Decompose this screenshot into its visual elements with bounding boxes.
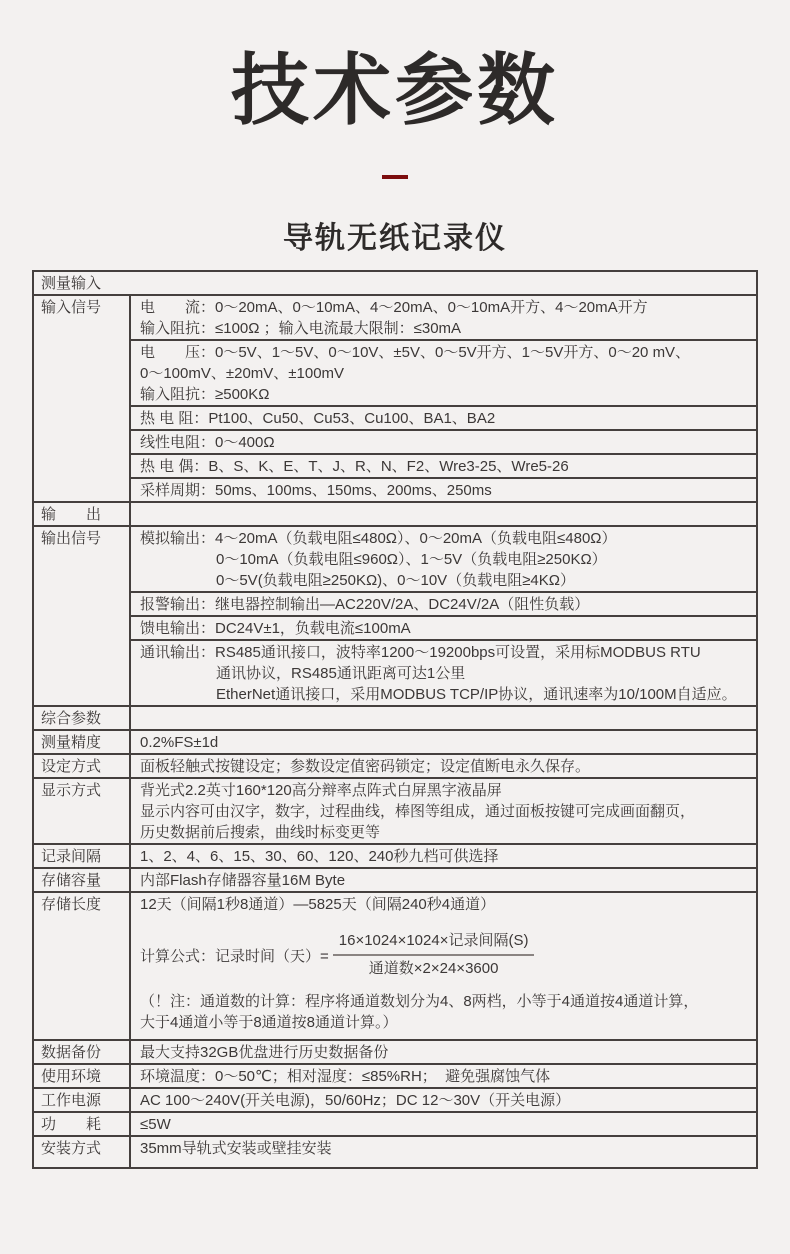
row-output-signal xyxy=(34,525,756,705)
row-output-header xyxy=(34,501,756,525)
row-label: 工作电源 xyxy=(34,1089,131,1111)
row-storage-length xyxy=(34,891,756,1039)
section-header-label: 综合参数 xyxy=(34,707,131,729)
spec-line: 输入阻抗：≥500KΩ xyxy=(140,386,270,403)
row-backup xyxy=(34,1039,756,1063)
row-storage-capacity xyxy=(34,867,756,891)
section-header-label: 测量输入 xyxy=(41,275,102,292)
row-accuracy xyxy=(34,729,756,753)
subrow-current xyxy=(131,296,756,339)
row-record-interval xyxy=(34,843,756,867)
row-consumption xyxy=(34,1111,756,1135)
row-input-signal xyxy=(34,294,756,501)
spec-line: 35mm导轨式安装或壁挂安装 xyxy=(140,1140,332,1157)
spec-line: 0～5V(负载电阻≥250KΩ)、0～10V（负载电阻≥4KΩ） xyxy=(216,572,575,589)
spec-line: 背光式2.2英寸160*120高分辩率点阵式白屏黑字液晶屏 xyxy=(140,782,502,799)
spec-line: 通讯输出：RS485通讯接口，波特率1200～19200bps可设置，采用标MODBUS RTU xyxy=(140,644,701,661)
page-header xyxy=(0,46,790,257)
row-label: 测量精度 xyxy=(34,731,131,753)
spec-line: 0～100mV、±20mV、±100mV xyxy=(140,365,345,382)
formula-fraction xyxy=(333,931,535,979)
storage-note xyxy=(131,991,756,1033)
subrow-thermocouple xyxy=(131,453,756,477)
spec-line: 历史数据前后搜索，曲线时标变更等 xyxy=(140,824,381,841)
spec-line: 最大支持32GB优盘进行历史数据备份 xyxy=(140,1044,389,1061)
spec-line: 0～10mA（负载电阻≤960Ω）、1～5V（负载电阻≥250KΩ） xyxy=(216,551,607,568)
row-label: 记录间隔 xyxy=(34,845,131,867)
spec-line: 热 电 阻：Pt100、Cu50、Cu53、Cu100、BA1、BA2 xyxy=(140,410,496,427)
row-label: 功 耗 xyxy=(34,1113,131,1135)
subrow-voltage xyxy=(131,339,756,405)
row-environment xyxy=(34,1063,756,1087)
row-label: 数据备份 xyxy=(34,1041,131,1063)
storage-formula xyxy=(131,931,756,979)
section-header-label: 输 出 xyxy=(34,503,131,525)
spec-line: 1、2、4、6、15、30、60、120、240秒九档可供选择 xyxy=(140,848,499,865)
row-setting xyxy=(34,753,756,777)
subrow-feed-output xyxy=(131,615,756,639)
subrow-comm-output xyxy=(131,639,756,705)
spec-line: 馈电输出：DC24V±1，负载电流≤100mA xyxy=(140,620,411,637)
spec-line: 输入阻抗：≤100Ω ；输入电流最大限制：≤30mA xyxy=(140,320,462,337)
formula-numerator: 16×1024×1024×记录间隔(S) xyxy=(333,931,535,956)
spec-line: 12天（间隔1秒8通道）—5825天（间隔240秒4通道） xyxy=(140,896,496,913)
subrow-sampling-period xyxy=(131,477,756,501)
title-divider xyxy=(382,175,408,179)
formula-prefix: 计算公式：记录时间（天）= xyxy=(140,947,329,965)
product-subtitle: 导轨无纸记录仪 xyxy=(283,222,507,255)
spec-line: 0.2%FS±1d xyxy=(140,734,219,751)
row-label: 安装方式 xyxy=(34,1137,131,1167)
row-label: 输入信号 xyxy=(34,296,131,501)
spec-line: 面板轻触式按键设定；参数设定值密码锁定；设定值断电永久保存。 xyxy=(140,758,591,775)
row-label: 设定方式 xyxy=(34,755,131,777)
empty-cell xyxy=(131,503,756,525)
spec-line: 电 压：0～5V、1～5V、0～10V、±5V、0～5V开方、1～5V开方、0～20 mV、 xyxy=(140,344,691,361)
row-label: 存储容量 xyxy=(34,869,131,891)
row-general-header xyxy=(34,705,756,729)
empty-cell xyxy=(131,707,756,729)
spec-line: 采样周期：50ms、100ms、150ms、200ms、250ms xyxy=(140,482,492,499)
spec-line: 显示内容可由汉字，数字，过程曲线，棒图等组成，通过面板按键可完成画面翻页， xyxy=(140,803,696,820)
spec-line: 报警输出：继电器控制输出—AC220V/2A、DC24V/2A（阻性负载） xyxy=(140,596,590,613)
spec-line: 热 电 偶：B、S、K、E、T、J、R、N、F2、Wre3-25、Wre5-26 xyxy=(140,458,569,475)
spec-line: 通讯协议，RS485通讯距离可达1公里 xyxy=(216,665,466,682)
subrow-alarm-output xyxy=(131,591,756,615)
spec-line: 电 流：0～20mA、0～10mA、4～20mA、0～10mA开方、4～20mA开方 xyxy=(140,299,648,316)
row-label: 显示方式 xyxy=(34,779,131,843)
row-label: 输出信号 xyxy=(34,527,131,705)
subrow-linear-resistance xyxy=(131,429,756,453)
row-label: 存储长度 xyxy=(34,893,131,1039)
spec-line: 内部Flash存储器容量16M Byte xyxy=(140,872,346,889)
spec-line: AC 100～240V(开关电源)，50/60Hz；DC 12～30V（开关电源） xyxy=(140,1092,571,1109)
spec-line: 环境温度：0～50℃；相对湿度：≤85%RH； 避免强腐蚀气体 xyxy=(140,1068,551,1085)
spec-line: ≤5W xyxy=(140,1116,171,1133)
spec-line: （！注：通道数的计算：程序将通道数划分为4、8两档，小等于4通道按4通道计算， xyxy=(140,993,699,1010)
spec-line: 大于4通道小等于8通道按8通道计算。） xyxy=(140,1014,398,1031)
spec-line: EtherNet通讯接口，采用MODBUS TCP/IP协议，通讯速率为10/100M自适应。 xyxy=(216,686,737,703)
subrow-analog-output xyxy=(131,527,756,591)
subrow-rtd xyxy=(131,405,756,429)
page-title: 技术参数 xyxy=(230,46,559,134)
row-measure-input-header xyxy=(34,272,756,294)
row-label: 使用环境 xyxy=(34,1065,131,1087)
formula-denominator: 通道数×2×24×3600 xyxy=(368,960,499,977)
spec-line: 线性电阻：0～400Ω xyxy=(140,434,275,451)
row-display xyxy=(34,777,756,843)
row-power xyxy=(34,1087,756,1111)
spec-table xyxy=(32,270,758,1169)
spec-line: 模拟输出：4～20mA（负载电阻≤480Ω）、0～20mA（负载电阻≤480Ω） xyxy=(140,530,617,547)
row-mounting xyxy=(34,1135,756,1167)
